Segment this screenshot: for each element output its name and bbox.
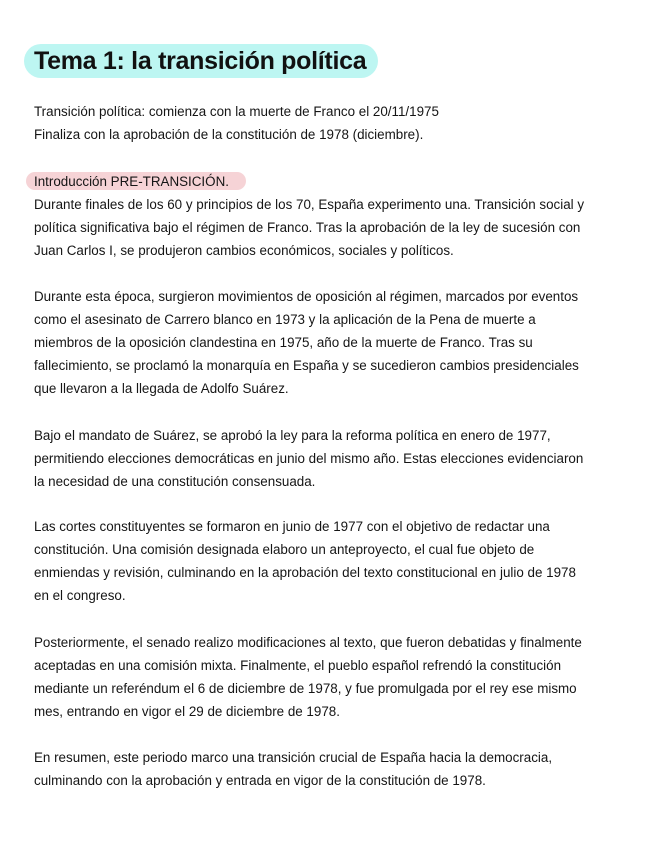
paragraph-6-line-2: culminando con la aprobación y entrada en vigor de la constitución de 1978. [34,773,486,788]
intro-line-2: Finaliza con la aprobación de la constitución de 1978 (diciembre). [34,127,424,142]
paragraph-6-line-1: En resumen, este periodo marco una transición crucial de España hacia la democracia, [34,750,553,765]
paragraph-3-line-2: permitiendo elecciones democráticas en junio del mismo año. Estas elecciones evidenciaron [34,451,584,466]
paragraph-1-line-2: política significativa bajo el régimen de Franco. Tras la aprobación de la ley de sucesión con [34,220,581,235]
paragraph-5-line-1: Posteriormente, el senado realizo modificaciones al texto, que fueron debatidas y finalmente [34,635,582,650]
paragraph-5-line-2: aceptadas en una comisión mixta. Finalmente, el pueblo español refrendó la constitución [34,658,562,673]
paragraph-5-line-4: mes, entrando en vigor el 29 de diciembre de 1978. [34,704,340,719]
paragraph-2-line-3: miembros de la oposición clandestina en 1975, año de la muerte de Franco. Tras su [34,335,533,350]
paragraph-5-line-3: mediante un referéndum el 6 de diciembre de 1978, y fue promulgada por el rey ese mismo [34,681,577,696]
paragraph-2-line-1: Durante esta época, surgieron movimientos de oposición al régimen, marcados por eventos [34,289,579,304]
paragraph-4-line-1: Las cortes constituyentes se formaron en junio de 1977 con el objetivo de redactar una [34,519,550,534]
paragraph-1-line-3: Juan Carlos I, se produjeron cambios económicos, sociales y políticos. [34,243,454,258]
section-heading: Introducción PRE-TRANSICIÓN. [34,174,229,189]
paragraph-3-line-3: la necesidad de una constitución consensuada. [34,474,316,489]
paragraph-2-line-4: fallecimiento, se proclamó la monarquía en España y se sucedieron cambios presidenciales [34,358,579,373]
paragraph-2-line-2: como el asesinato de Carrero blanco en 1973 y la aplicación de la Pena de muerte a [34,312,536,327]
paragraph-3-line-1: Bajo el mandato de Suárez, se aprobó la ley para la reforma política en enero de 1977, [34,428,551,443]
paragraph-1-line-1: Durante finales de los 60 y principios de los 70, España experimento una. Transición social y [34,197,585,212]
title-highlight [24,44,378,78]
paragraph-4-line-3: enmiendas y revisión, culminando en la aprobación del texto constitucional en julio de 1978 [34,565,576,580]
paragraph-2-line-5: que llevaron a la llegada de Adolfo Suárez. [34,381,289,396]
intro-line-1: Transición política: comienza con la muerte de Franco el 20/11/1975 [34,104,439,119]
paragraph-4-line-2: constitución. Una comisión designada elaboro un anteproyecto, el cual fue objeto de [34,542,535,557]
page-title: Tema 1: la transición política [34,47,367,75]
paragraph-4-line-4: en el congreso. [34,588,126,603]
